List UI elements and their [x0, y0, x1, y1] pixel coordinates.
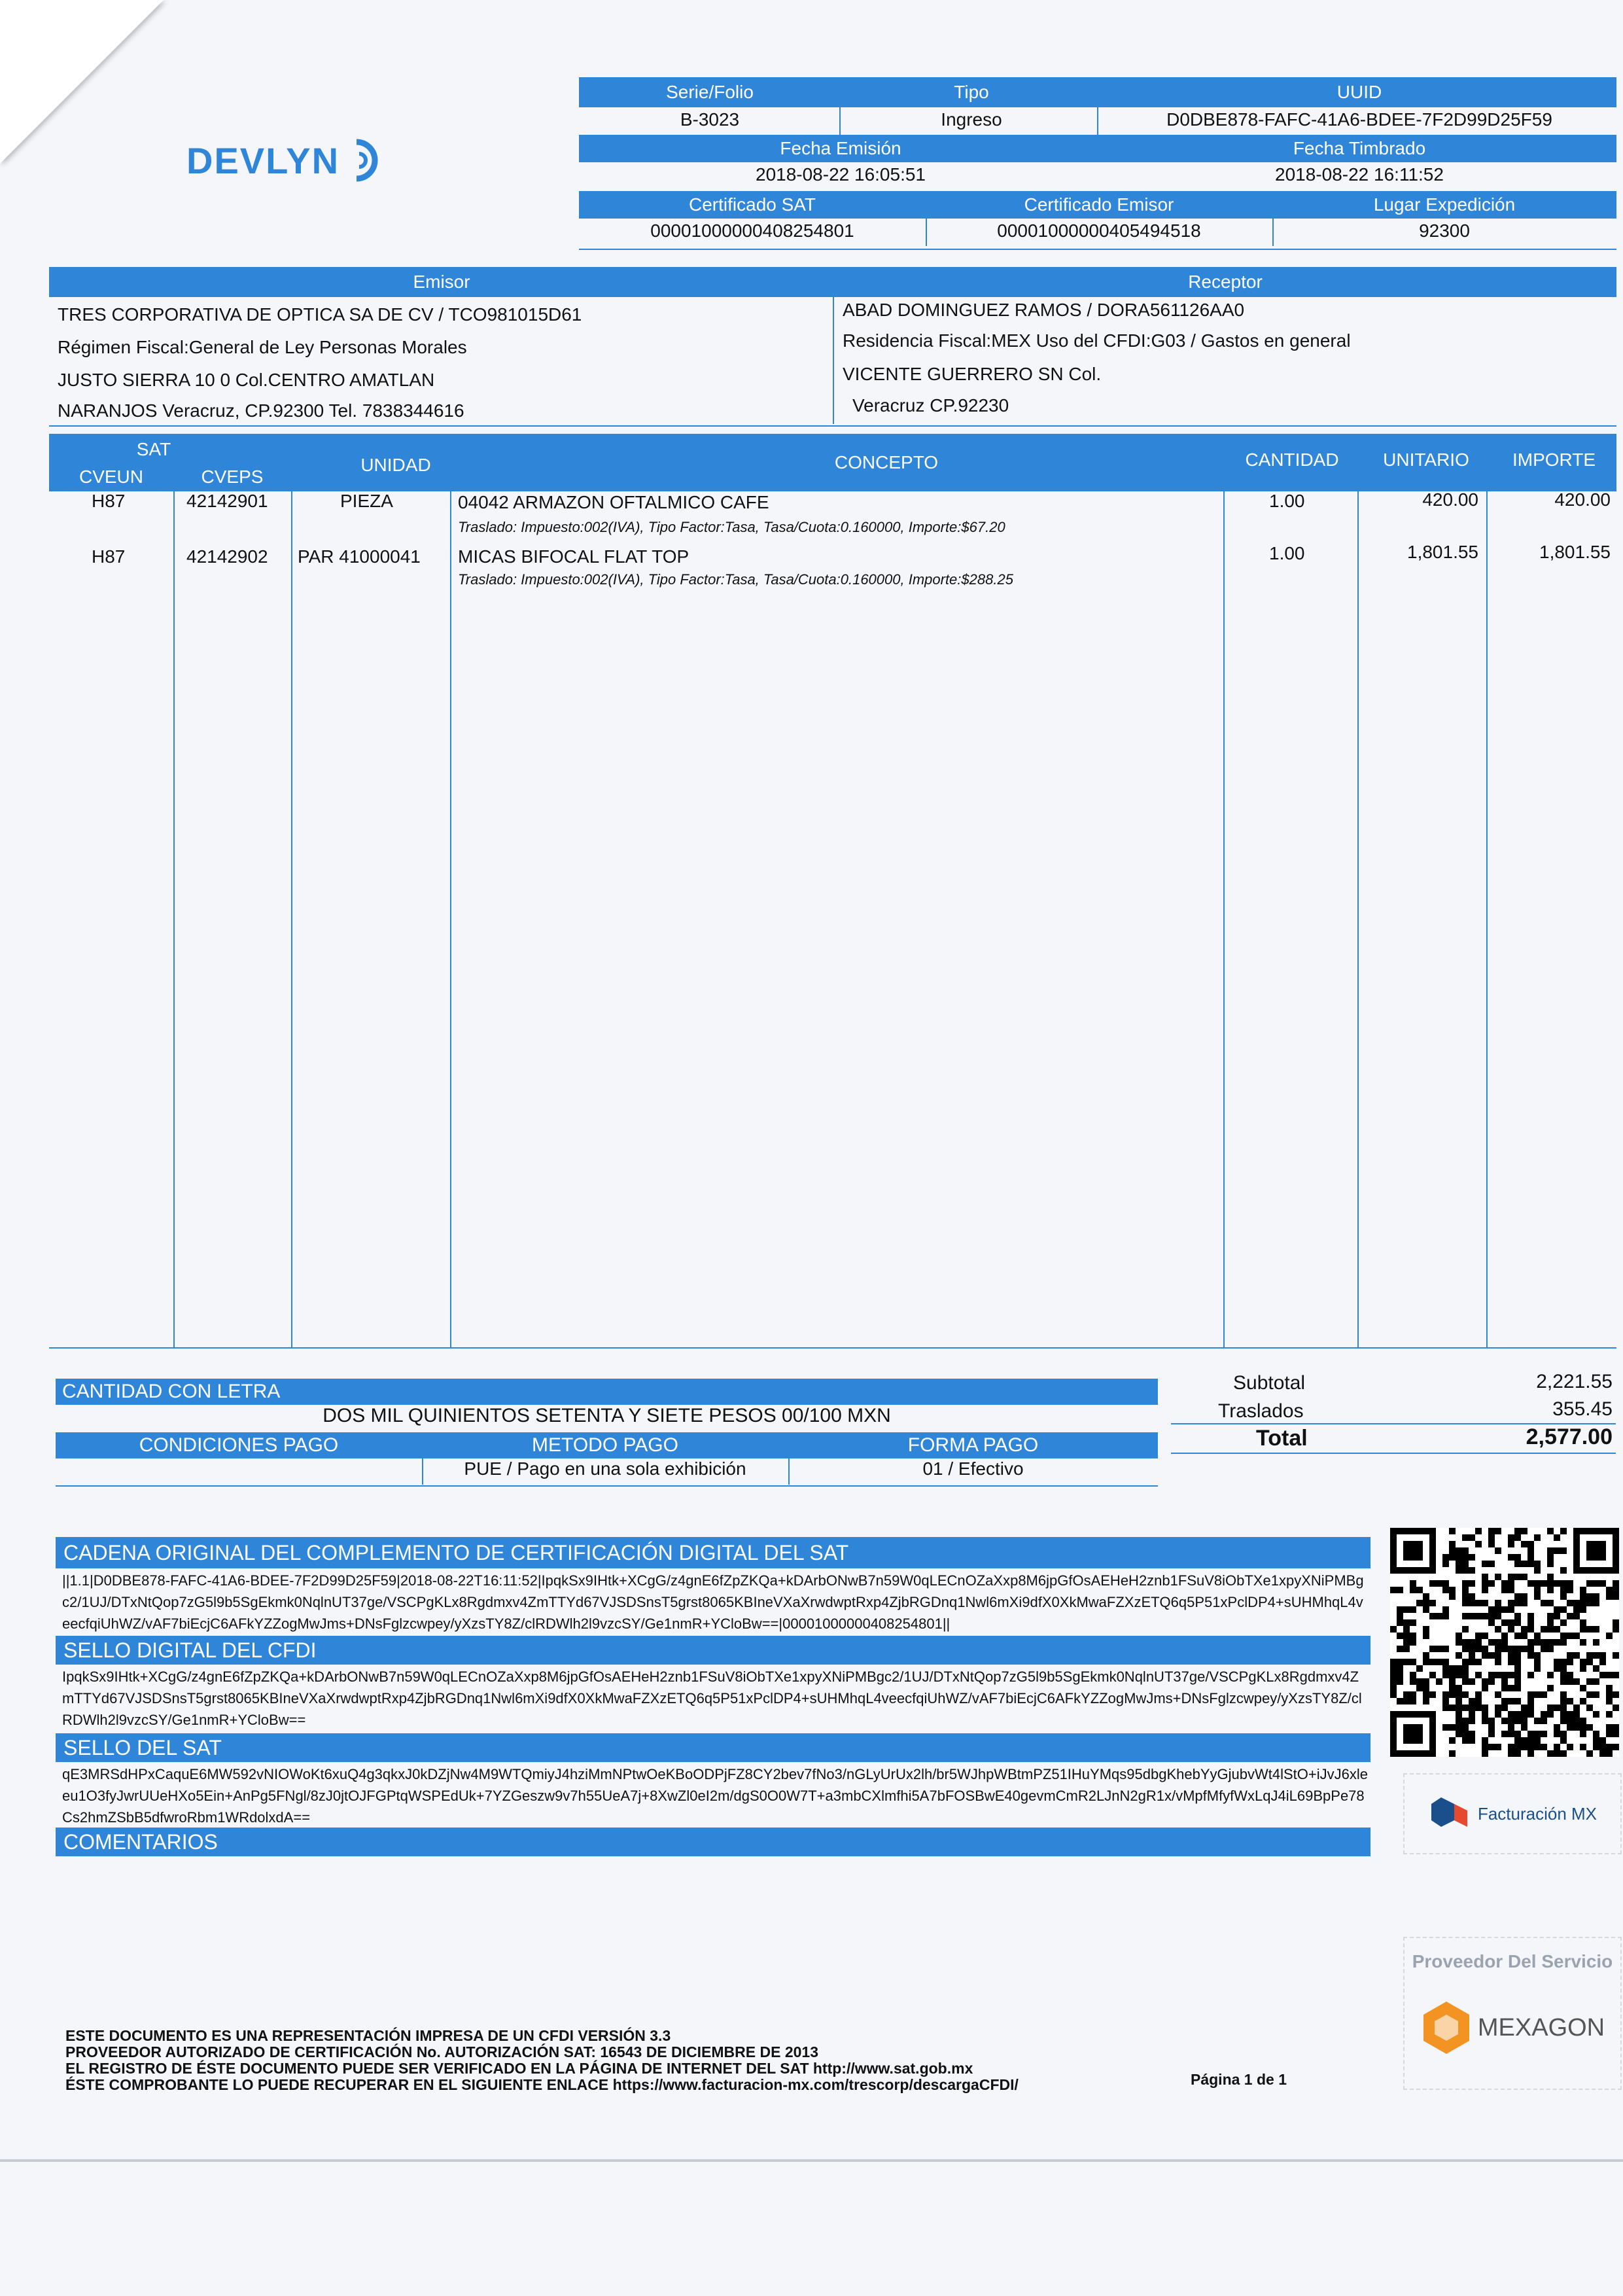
cantidad-letra-label: CANTIDAD CON LETRA: [62, 1381, 281, 1402]
col-divider: [291, 491, 292, 1349]
row-unitario: 1,801.55: [1407, 542, 1478, 562]
metodo-label: METODO PAGO: [532, 1434, 678, 1456]
col-cveps: CVEPS: [201, 467, 264, 487]
forma-value: 01 / Efectivo: [922, 1458, 1024, 1479]
serie-label: Serie/Folio: [666, 82, 754, 102]
divider: [1097, 106, 1098, 135]
divider: [788, 1458, 790, 1485]
mexagon-logo-icon: [1420, 1998, 1473, 2057]
col-cveun: CVEUN: [79, 467, 143, 487]
row-unitario: 420.00: [1422, 489, 1478, 510]
table-bottom-line: [49, 1347, 1616, 1349]
col-divider: [1357, 491, 1359, 1349]
tipo-value: Ingreso: [941, 109, 1002, 130]
row-cveps: 42142902: [186, 546, 268, 567]
table-header: [49, 434, 1616, 491]
emisor-line-4: NARANJOS Veracruz, CP.92300 Tel. 7838344616: [58, 400, 464, 421]
sello-sat-value: qE3MRSdHPxCaquE6MW592vNIOWoKt6xuQ4g3qkxJ0kDZjNw4M9WTQmiyJ4hziMmNPtwOeKBoODPjFZ8CY2bev7fNo3/nGLyUrUx2lh/br5WJhpWBtmPZ51IHuYMqs95dbgKhebYyGjubvWt4lStO+iJvJ6xleeu1O3fyJwrUUeHXo5Ein+AnPg5FNgl/8zJ0jtOJFGPtqWSPEdUk+7YZGeszw9v7h55UeA7j+8XwZl0eI2m/dgS0O0W7T+a3mbCXlmfhi5A7bFOSBwE40gevmCmR2LJnN2gR1x/vMpfMfyfWxLqJ4iL69BpPe78Cs2hmZSbB5dfwroRbm1WRdolxdA==: [62, 1766, 1368, 1826]
footer-line-4: ÉSTE COMPROBANTE LO PUEDE RECUPERAR EN EL SIGUIENTE ENLACE https://www.facturacion-mx.com/trescorp/descargaCFDI/: [65, 2076, 1019, 2093]
footer-line-3: EL REGISTRO DE ÉSTE DOCUMENTO PUEDE SER VERIFICADO EN LA PÁGINA DE INTERNET DEL SAT http://www.sat.gob.mx: [65, 2060, 973, 2077]
traslados-label: Traslados: [1218, 1400, 1304, 1422]
row-cantidad: 1.00: [1269, 543, 1305, 563]
divider: [579, 249, 1616, 250]
row-unidad: PAR 41000041: [298, 546, 421, 567]
emisor-line-1: TRES CORPORATIVA DE OPTICA SA DE CV / TCO981015D61: [58, 304, 582, 325]
proveedor-label: Proveedor Del Servicio: [1412, 1951, 1613, 1971]
facturacion-mx-logo: [1403, 1773, 1622, 1854]
cadena-bar: [56, 1537, 1370, 1568]
row-cveun: H87: [92, 546, 126, 567]
pago-bar: [56, 1432, 1158, 1458]
row-detalle: Traslado: Impuesto:002(IVA), Tipo Factor:Tasa, Tasa/Cuota:0.160000, Importe:$67.20: [458, 519, 1005, 535]
cantidad-letra-bar: [56, 1379, 1158, 1405]
cert-emisor-label: Certificado Emisor: [1024, 194, 1174, 215]
row-importe: 1,801.55: [1539, 542, 1611, 562]
header-bar-2: [579, 135, 1616, 162]
divider: [49, 425, 1616, 427]
tipo-label: Tipo: [954, 82, 989, 102]
cert-sat-value: 00001000000408254801: [650, 221, 854, 241]
divider: [1171, 1453, 1616, 1454]
header-row-2: [579, 161, 1616, 190]
row-cveun: H87: [92, 491, 126, 511]
footer-line-2: PROVEEDOR AUTORIZADO DE CERTIFICACIÓN No. AUTORIZACIÓN SAT: 16543 DE DICIEMBRE DE 2013: [65, 2043, 819, 2060]
receptor-line-3: VICENTE GUERRERO SN Col.: [843, 364, 1102, 384]
metodo-value: PUE / Pago en una sola exhibición: [464, 1458, 746, 1479]
forma-label: FORMA PAGO: [907, 1434, 1039, 1456]
proveedor-block: [1403, 1937, 1622, 2090]
sello-sat-label: SELLO DEL SAT: [63, 1736, 222, 1759]
folded-corner: [0, 0, 164, 164]
header-row-3: [579, 217, 1616, 246]
col-cantidad: CANTIDAD: [1245, 450, 1339, 470]
uuid-value: D0DBE878-FAFC-41A6-BDEE-7F2D99D25F59: [1166, 109, 1552, 130]
emisor-label: Emisor: [413, 272, 470, 292]
col-divider: [1486, 491, 1488, 1349]
row-concepto: 04042 ARMAZON OFTALMICO CAFE: [458, 492, 769, 512]
uuid-label: UUID: [1336, 82, 1382, 102]
divider: [926, 217, 927, 246]
cadena-label: CADENA ORIGINAL DEL COMPLEMENTO DE CERTIFICACIÓN DIGITAL DEL SAT: [63, 1541, 849, 1564]
subtotal-label: Subtotal: [1233, 1372, 1306, 1394]
col-divider: [1223, 491, 1225, 1349]
emisor-line-2: Régimen Fiscal:General de Ley Personas Morales: [58, 337, 467, 357]
subtotal-value: 2,221.55: [1536, 1371, 1613, 1392]
company-logo: [186, 134, 389, 186]
mexagon-text: MEXAGON: [1477, 2013, 1605, 2041]
sello-sat-bar: [56, 1733, 1370, 1762]
row-cantidad: 1.00: [1269, 491, 1305, 511]
sello-cfdi-bar: [56, 1636, 1370, 1665]
total-label: Total: [1256, 1426, 1308, 1451]
divider: [839, 106, 841, 135]
facturacion-text: Facturación MX: [1477, 1803, 1597, 1824]
fecha-emision-label: Fecha Emisión: [780, 138, 901, 158]
sello-cfdi-label: SELLO DIGITAL DEL CFDI: [63, 1638, 317, 1662]
lugar-label: Lugar Expedición: [1373, 194, 1516, 215]
sat-header: SAT: [136, 439, 171, 459]
receptor-line-1: ABAD DOMINGUEZ RAMOS / DORA561126AA0: [843, 300, 1245, 320]
logo-mark-icon: [343, 134, 389, 186]
emisor-line-3: JUSTO SIERRA 10 0 Col.CENTRO AMATLAN: [58, 370, 435, 390]
receptor-line-4: Veracruz CP.92230: [852, 395, 1009, 415]
qr-code: [1390, 1528, 1619, 1757]
lugar-value: 92300: [1419, 221, 1470, 241]
cert-sat-label: Certificado SAT: [689, 194, 816, 215]
serie-value: B-3023: [680, 109, 740, 130]
fecha-timbrado-label: Fecha Timbrado: [1293, 138, 1426, 158]
fecha-timbrado-value: 2018-08-22 16:11:52: [1275, 164, 1444, 185]
row-importe: 420.00: [1554, 489, 1611, 510]
footer-line-1: ESTE DOCUMENTO ES UNA REPRESENTACIÓN IMPRESA DE UN CFDI VERSIÓN 3.3: [65, 2027, 671, 2044]
divider: [56, 1485, 1158, 1487]
cert-emisor-value: 00001000000405494518: [997, 221, 1201, 241]
receptor-label: Receptor: [1188, 272, 1263, 292]
page-number: Página 1 de 1: [1191, 2071, 1287, 2088]
row-cveps: 42142901: [186, 491, 268, 511]
logo-text: DEVLYN: [186, 139, 340, 181]
page-bottom-edge: [0, 2159, 1623, 2162]
cadena-value: ||1.1|D0DBE878-FAFC-41A6-BDEE-7F2D99D25F59|2018-08-22T16:11:52|IpqkSx9IHtk+XCgG/z4gnE6fZpZKQa+kDArbONwB7n59W0qLECnOZaXxp8M6jpGfOsAEHeH2znb1FSuV8iObTXe1xpyXNiPMBgc2/1UJ/DTxNtQop7zG5l9b5SgEkmk0NqlnUT37ge/VSCPgKLx8Rgdmxv4ZmTTYd67VJSDSnsT5grst8065KBIneVXaXrwdwptRxp4ZjbRGDnq1Nwl6mXi9dfX0XkMwaFZXzETQ6q5P51xPclDP4+sUHMhqL4veecfqiUhWZ/vAF7biEcjC6AFkYZZogMwJms+DNsFglzcwpey/yXzsTY8Z/clRDWlh2l9vzcSY/Ge1nmR+YCloBw==|00001000000408254801||: [62, 1572, 1364, 1632]
col-unidad: UNIDAD: [360, 455, 431, 475]
col-concepto: CONCEPTO: [834, 452, 939, 472]
divider: [1272, 217, 1274, 246]
col-importe: IMPORTE: [1512, 450, 1596, 470]
sello-cfdi-value: IpqkSx9IHtk+XCgG/z4gnE6fZpZKQa+kDArbONwB7n59W0qLECnOZaXxp8M6jpGfOsAEHeH2znb1FSuV8iObTXe1xpyXNiPMBgc2/1UJ/DTxNtQop7zG5l9b5SgEkmk0NqlnUT37ge/VSCPgKLx8Rgdmxv4ZmTTYd67VJSDSnsT5grst8065KBIneVXaXrwdwptRxp4ZjbRGDnq1Nwl6mXi9dfX0XkMwaFZXzETQ6q5P51xPclDP4+sUHMhqL4veecfqiUhWZ/vAF7biEcjC6AFkYZZogMwJms+DNsFglzcwpey/yXzsTY8Z/clRDWlh2l9vzcSY/Ge1nmR+YCloBw==: [62, 1669, 1362, 1728]
col-divider: [450, 491, 451, 1349]
col-divider: [173, 491, 175, 1349]
fecha-emision-value: 2018-08-22 16:05:51: [756, 164, 926, 185]
row-detalle: Traslado: Impuesto:002(IVA), Tipo Factor:Tasa, Tasa/Cuota:0.160000, Importe:$288.25: [458, 571, 1013, 588]
cantidad-letra-value: DOS MIL QUINIENTOS SETENTA Y SIETE PESOS 00/100 MXN: [323, 1405, 891, 1426]
divider: [422, 1458, 423, 1485]
traslados-value: 355.45: [1552, 1398, 1613, 1420]
facturacion-logo-icon: [1428, 1794, 1474, 1833]
total-value: 2,577.00: [1526, 1424, 1613, 1449]
divider: [833, 267, 834, 424]
receptor-line-2: Residencia Fiscal:MEX Uso del CFDI:G03 / Gastos en general: [843, 330, 1351, 351]
header-bar-3: [579, 191, 1616, 219]
comentarios-label: COMENTARIOS: [63, 1830, 218, 1854]
row-unidad: PIEZA: [340, 491, 393, 511]
col-unitario: UNITARIO: [1383, 450, 1469, 470]
row-concepto: MICAS BIFOCAL FLAT TOP: [458, 546, 689, 567]
header-bar-1: [579, 77, 1616, 107]
comentarios-bar: [56, 1828, 1370, 1856]
condiciones-label: CONDICIONES PAGO: [139, 1434, 339, 1456]
